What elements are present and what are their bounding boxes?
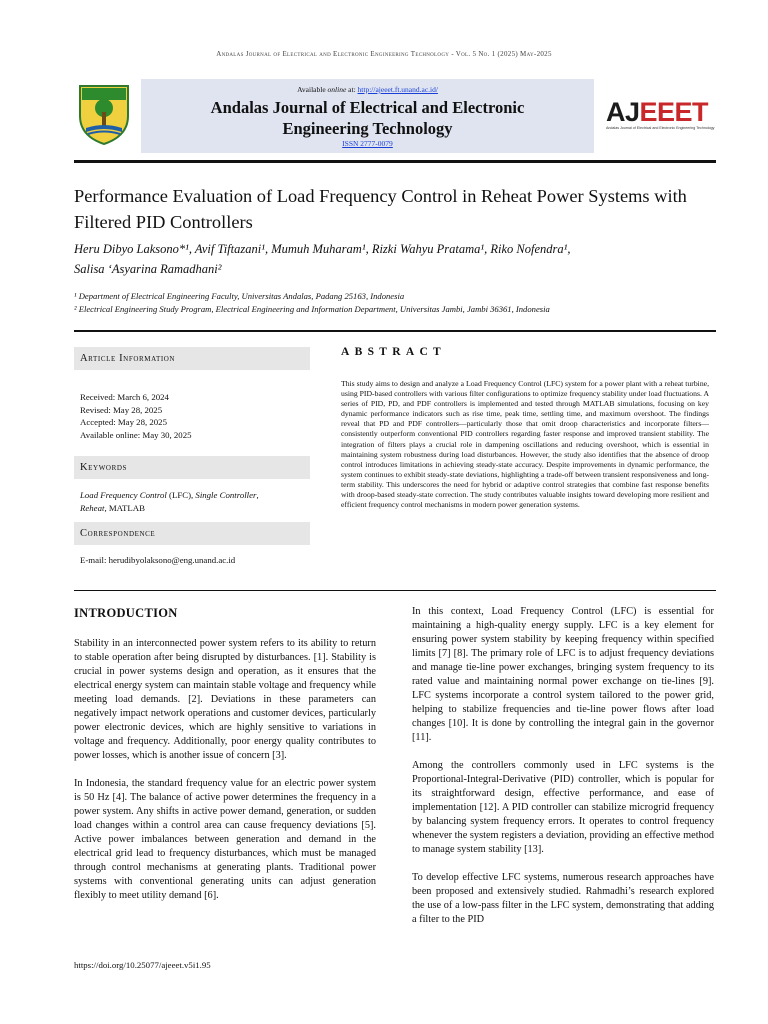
doi-link[interactable]: https://doi.org/10.25077/ajeeet.v5i1.95: [74, 960, 211, 970]
paper-title: Performance Evaluation of Load Frequency Control in Reheat Power Systems with Filtered PID Controllers: [74, 186, 687, 232]
left-paragraph-2: In Indonesia, the standard frequency value for an electric power system is 50 Hz [4]. The balance of active power determines the frequency in a power system. Any shifts in active power demand, generation, or sudden load changes within a control area can cause frequency deviations [5]. Active power imbalances between generation and demand in the electrical grid lead to frequency disturbances, which must be managed through control mechanisms at generating plants. Traditional power systems with conventional generating units can adjust generation flexibly to meet utility demand [6].: [74, 778, 376, 901]
header-rule: [74, 160, 716, 163]
left-paragraph-1: Stability in an interconnected power system refers to its ability to return to stable operation after being disrupted by disturbances. [1]. Stability is crucial in power systems design and operation, as it ensures that the electrical energy system can maintain stable voltage and frequency while meeting load demands. [2]. Deviations in these parameters can negatively impact network operations and customer devices, particularly power electronic devices, which are highly sensitive to variations in voltage and frequency. Additionally, poor energy quality contributes to power losses, which is another issue of concern [3].: [74, 638, 376, 761]
issn-link[interactable]: ISSN 2777-0079: [342, 139, 393, 148]
article-info-heading: Article Information: [74, 347, 310, 370]
right-paragraph-3: To develop effective LFC systems, numerous research approaches have been proposed and extensively studied. Rahmadhi’s research explored the use of a low-pass filter in the LFC system, demonstrating that adding a filter to the PID: [412, 872, 714, 925]
author-list: Heru Dibyo Laksono*¹, Avif Tiftazani¹, Mumuh Muharam¹, Rizki Wahyu Pratama¹, Riko Nofendra¹, Salisa ‘Asyarina Ramadhani²: [74, 242, 571, 276]
available-date: Available online: May 30, 2025: [80, 429, 192, 440]
abstract-heading: ABSTRACT: [341, 346, 447, 358]
journal-name: Andalas Journal of Electrical and Electronic Engineering Technology: [210, 98, 525, 138]
article-dates: [80, 391, 310, 441]
university-emblem-icon: [76, 82, 132, 146]
right-paragraph-1: In this context, Load Frequency Control (LFC) is essential for maintaining a high-quality energy supply. LFC is a key element for ensuring power system stability by keeping frequency within specified limits [7] [8]. The primary role of LFC is to adjust frequency deviations and manage tie-line power exchanges, bringing system frequency to its rated value and maintaining normal power exchange on tie-lines [9]. LFC systems incorporate a control system tailored to the power grid, helping to stabilize frequencies and tie-line power flows after load changes [10]. It is done by controlling the integral gain in the governor [11].: [412, 606, 714, 743]
introduction-heading: INTRODUCTION: [74, 606, 178, 620]
right-column: [412, 605, 714, 941]
ajeeet-logo: AJEEET Andalas Journal of Electrical and Electronic Engineering Technology: [606, 97, 715, 130]
keywords-list: Load Frequency Control (LFC), Single Controller, Reheat, MATLAB: [80, 490, 259, 513]
affiliation-2: ² Electrical Engineering Study Program, Electrical Engineering and Information Department, Universitas Jambi, Jambi 36361, Indonesia: [74, 304, 550, 314]
revised-date: Revised: May 28, 2025: [80, 404, 163, 415]
journal-url-link[interactable]: http://ajeeet.ft.unand.ac.id/: [357, 85, 438, 94]
correspondence-heading: Correspondence: [74, 522, 310, 545]
affiliation-rule: [74, 330, 716, 332]
affiliation-1: ¹ Department of Electrical Engineering Faculty, Universitas Andalas, Padang 25163, Indonesia: [74, 291, 405, 301]
availability-line: Available online at: http://ajeeet.ft.unand.ac.id/: [297, 85, 438, 94]
right-paragraph-2: Among the controllers commonly used in LFC systems is the Proportional-Integral-Derivative (PID) controller, which is popular for its straightforward design, effective performance, and ease of implementation [12]. A PID controller can stabilize microgrid frequency by balancing system frequency errors. It operates to control frequency whenever the system registers a deviation, providing an effective method to manage system stability [13].: [412, 760, 714, 855]
logo-subtitle: Andalas Journal of Electrical and Electronic Engineering Technology: [606, 126, 715, 130]
running-header: Andalas Journal of Electrical and Electronic Engineering Technology - Vol. 5 No. 1 (2025) May-2025: [216, 50, 552, 58]
journal-banner: [141, 79, 594, 153]
correspondence-email: E-mail: herudibyolaksono@eng.unand.ac.id: [80, 555, 236, 565]
left-column: [74, 637, 376, 917]
received-date: Received: March 6, 2024: [80, 392, 169, 402]
accepted-date: Accepted: May 28, 2025: [80, 417, 167, 427]
keywords-heading: Keywords: [74, 456, 310, 479]
info-rule: [74, 590, 716, 591]
abstract-text: This study aims to design and analyze a Load Frequency Control (LFC) system for a power plant with a reheat turbine, using PID-based controllers with various filter configurations to optimize frequency stability under load fluctuations. A series of PID, PD, and PDF controllers is implemented and tested through MATLAB simulations, focusing on key dynamic performance indicators such as rise time, peak time, settling time, and maximum overshoot. The findings reveal that PD and PDF controllers—particularly those that omit droop characteristics and incorporate filters—consistently outperform conventional PID controllers regarding faster response and improved transient stability. The integration of filters plays a crucial role in dampening oscillations and reducing overshoot, which is essential in maintaining system robustness during load disturbances. However, the study also identifies that the absence of droop control introduces limitations in achieving steady-state accuracy. Despite improvements in dynamic performance, the system continues to exhibit steady-state deviations, highlighting a trade-off between transient responsiveness and long-term stability. This underscores the need for hybrid or adaptive control strategies that combine fast response benefits with droop-based steady-state correction. The study contributes valuable insights toward developing more resilient and efficient frequency control mechanisms in modern power generation systems.: [341, 379, 709, 510]
